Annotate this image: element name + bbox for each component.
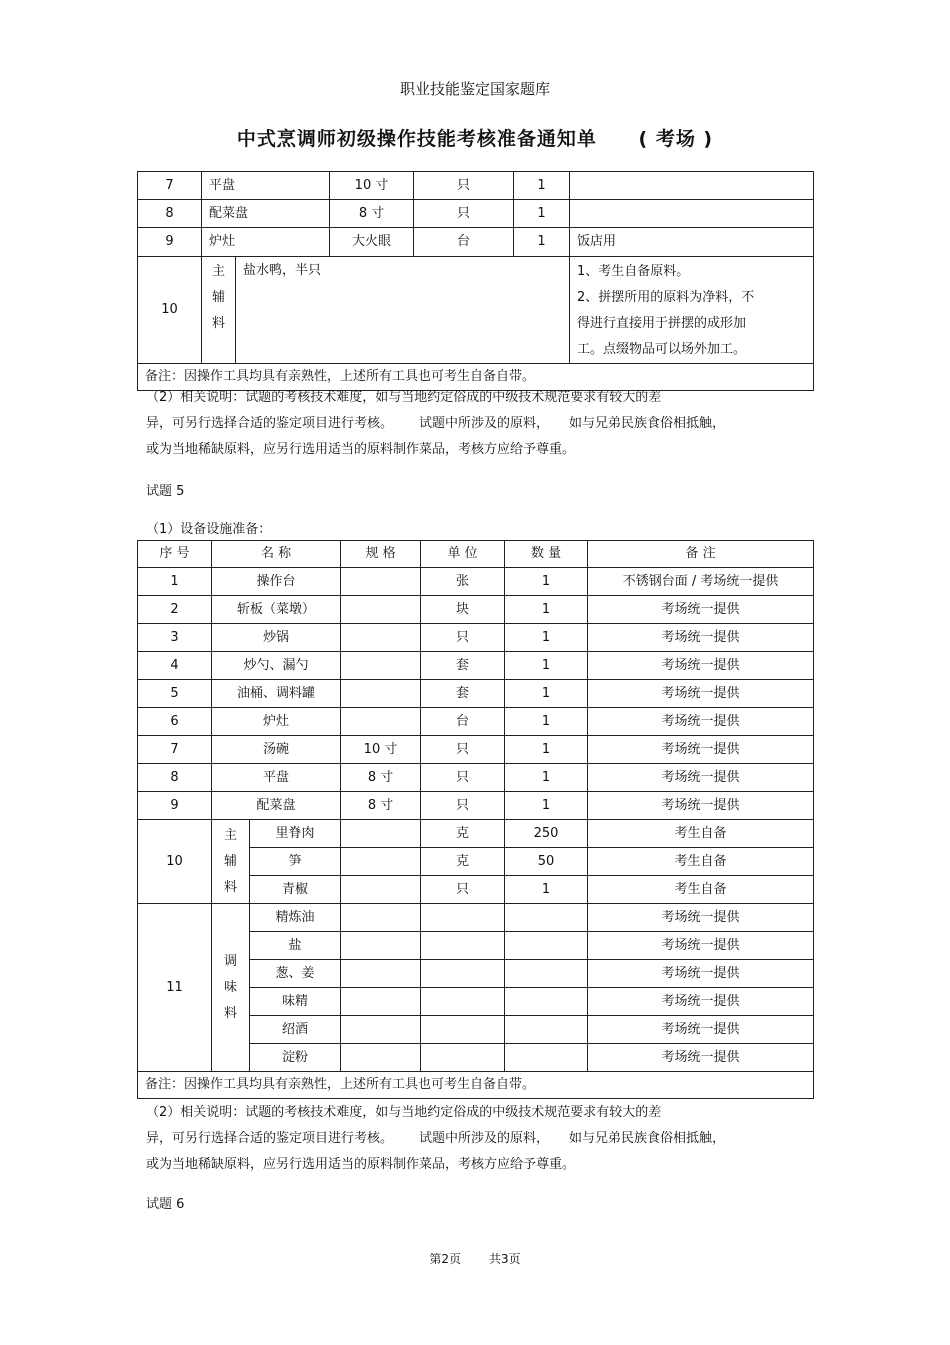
category-char: 辅	[223, 853, 237, 869]
cell-note: 考场统一提供	[588, 596, 814, 624]
notes-segment: 试题中所涉及的原料，	[419, 1131, 550, 1146]
category-char: 料	[211, 316, 225, 331]
cell-qty: 1	[514, 228, 570, 257]
notes-segment: 异，可另行选择合适的鉴定项目进行考核。	[146, 416, 394, 431]
cell-content: 盐水鸭，半只	[236, 257, 570, 364]
related-notes-1	[146, 385, 826, 463]
table-row	[138, 708, 814, 736]
cell-no: 2	[138, 596, 212, 624]
cell-note: 考场统一提供	[588, 764, 814, 792]
notes-segment: 异，可另行选择合适的鉴定项目进行考核。	[146, 1131, 394, 1146]
notes-line: （2）相关说明：试题的考核技术难度，如与当地约定俗成的中级技术规范要求有较大的差	[146, 390, 662, 405]
notes-line: 或为当地稀缺原料，应另行选用适当的原料制作菜品，考核方应给予尊重。	[146, 1157, 576, 1172]
cell-note	[570, 172, 814, 200]
cell-note: 考生自备	[588, 820, 814, 848]
cell-qty: 1	[505, 624, 588, 652]
cell-spec	[341, 624, 421, 652]
header-title: 职业技能鉴定国家题库	[399, 80, 550, 98]
table-row	[138, 764, 814, 792]
doc-title-main: 中式烹调师初级操作技能考核准备通知单	[236, 128, 597, 150]
cell-category	[212, 904, 250, 1072]
cell-qty: 1	[505, 876, 588, 904]
header-no: 序 号	[138, 541, 212, 568]
cell-unit: 只	[421, 876, 505, 904]
page-number: 第2页	[429, 1252, 461, 1266]
cell-note	[570, 200, 814, 228]
cell-note: 考场统一提供	[588, 960, 814, 988]
cell-name: 里脊肉	[250, 820, 341, 848]
cell-spec	[341, 876, 421, 904]
cell-name: 笋	[250, 848, 341, 876]
cell-name: 炉灶	[202, 228, 330, 257]
cell-unit: 只	[421, 764, 505, 792]
cell-name: 青椒	[250, 876, 341, 904]
cell-no: 9	[138, 792, 212, 820]
cell-qty: 1	[505, 736, 588, 764]
cell-qty: 250	[505, 820, 588, 848]
cell-unit: 套	[421, 652, 505, 680]
header-unit: 单 位	[421, 541, 505, 568]
table-row	[138, 680, 814, 708]
cell-spec	[341, 1044, 421, 1072]
cell-name: 淀粉	[250, 1044, 341, 1072]
cell-name: 配菜盘	[202, 200, 330, 228]
cell-category	[202, 257, 236, 364]
note-line: 1、考生自备原料。	[577, 264, 690, 279]
cell-unit	[421, 1016, 505, 1044]
cell-unit: 只	[414, 172, 514, 200]
notes-line: （2）相关说明：试题的考核技术难度，如与当地约定俗成的中级技术规范要求有较大的差	[146, 1105, 662, 1120]
cell-name: 炉灶	[212, 708, 341, 736]
cell-no: 7	[138, 172, 202, 200]
cell-unit: 只	[421, 792, 505, 820]
cell-unit: 只	[414, 200, 514, 228]
cell-spec	[341, 960, 421, 988]
notes-line	[146, 411, 826, 437]
cell-no: 9	[138, 228, 202, 257]
cell-notes	[570, 257, 814, 364]
cell-note: 考场统一提供	[588, 708, 814, 736]
cell-name: 斩板（菜墩）	[212, 596, 341, 624]
doc-title-suffix: ( 考场 )	[638, 128, 714, 150]
cell-spec	[341, 596, 421, 624]
header-spec: 规 格	[341, 541, 421, 568]
cell-note: 考场统一提供	[588, 680, 814, 708]
table-row	[138, 624, 814, 652]
related-notes-2	[146, 1100, 826, 1178]
note-line: 得进行直接用于拼摆的成形加	[577, 316, 747, 331]
cell-note: 考场统一提供	[588, 624, 814, 652]
header-name: 名 称	[212, 541, 341, 568]
page-total: 共3页	[489, 1252, 521, 1266]
cell-no: 10	[138, 257, 202, 364]
cell-no: 11	[138, 904, 212, 1072]
cell-qty: 1	[514, 172, 570, 200]
cell-note: 考场统一提供	[588, 1044, 814, 1072]
category-char: 料	[223, 879, 237, 895]
notes-line: 或为当地稀缺原料，应另行选用适当的原料制作菜品，考核方应给予尊重。	[146, 442, 576, 457]
cell-unit: 只	[421, 624, 505, 652]
section-title-6: 试题 6	[146, 1197, 185, 1212]
cell-unit	[421, 960, 505, 988]
cell-qty: 1	[505, 652, 588, 680]
notes-segment: 试题中所涉及的原料，	[419, 416, 550, 431]
cell-qty: 50	[505, 848, 588, 876]
doc-title	[0, 124, 950, 151]
note-line: 2、拼摆所用的原料为净料，不	[577, 290, 755, 305]
cell-spec	[341, 1016, 421, 1044]
table-row	[138, 904, 814, 932]
cell-unit: 套	[421, 680, 505, 708]
cell-note: 考场统一提供	[588, 736, 814, 764]
cell-qty	[505, 904, 588, 932]
cell-category	[212, 820, 250, 904]
notes-segment: 如与兄弟民族食俗相抵触，	[569, 1131, 726, 1146]
cell-qty	[505, 1044, 588, 1072]
cell-name: 配菜盘	[212, 792, 341, 820]
table-row	[138, 820, 814, 848]
cell-qty: 1	[505, 568, 588, 596]
table-row	[138, 228, 814, 257]
cell-qty: 1	[505, 596, 588, 624]
table-row	[138, 736, 814, 764]
cell-unit: 台	[414, 228, 514, 257]
equipment-table-continued	[137, 171, 814, 391]
category-char: 调	[223, 953, 237, 969]
cell-name: 精炼油	[250, 904, 341, 932]
cell-name: 炒勺、漏勺	[212, 652, 341, 680]
cell-note: 考场统一提供	[588, 988, 814, 1016]
cell-name: 盐	[250, 932, 341, 960]
table-row	[138, 200, 814, 228]
cell-no: 4	[138, 652, 212, 680]
cell-note: 饭店用	[570, 228, 814, 257]
table-row	[138, 568, 814, 596]
table-header	[138, 541, 814, 568]
cell-no: 5	[138, 680, 212, 708]
cell-no: 6	[138, 708, 212, 736]
equipment-table-5	[137, 540, 814, 1099]
cell-note: 考生自备	[588, 848, 814, 876]
cell-no: 1	[138, 568, 212, 596]
cell-unit: 克	[421, 848, 505, 876]
cell-unit: 台	[421, 708, 505, 736]
cell-unit	[421, 988, 505, 1016]
table-footnote-row	[138, 1072, 814, 1099]
section-subtitle-5: （1）设备设施准备：	[146, 522, 272, 537]
table-row-materials	[138, 257, 814, 364]
cell-note: 不锈钢台面 / 考场统一提供	[588, 568, 814, 596]
cell-spec	[341, 680, 421, 708]
table-footnote: 备注：因操作工具均具有亲熟性，上述所有工具也可考生自备自带。	[138, 1072, 814, 1099]
cell-unit	[421, 932, 505, 960]
cell-spec	[341, 988, 421, 1016]
cell-name: 汤碗	[212, 736, 341, 764]
cell-qty: 1	[505, 708, 588, 736]
cell-name: 油桶、调料罐	[212, 680, 341, 708]
category-char: 主	[223, 827, 237, 843]
cell-note: 考生自备	[588, 876, 814, 904]
cell-qty	[505, 1016, 588, 1044]
cell-no: 3	[138, 624, 212, 652]
cell-unit: 只	[421, 736, 505, 764]
cell-unit: 克	[421, 820, 505, 848]
table-row	[138, 652, 814, 680]
notes-line	[146, 1126, 826, 1152]
cell-name: 平盘	[202, 172, 330, 200]
section-title-5: 试题 5	[146, 484, 185, 499]
cell-spec: 大火眼	[330, 228, 414, 257]
cell-spec: 10 寸	[330, 172, 414, 200]
category-char: 味	[223, 979, 237, 995]
category-char: 主	[211, 264, 225, 279]
cell-spec: 8 寸	[341, 792, 421, 820]
cell-qty: 1	[514, 200, 570, 228]
cell-no: 7	[138, 736, 212, 764]
cell-spec	[341, 708, 421, 736]
note-line: 工。点缀物品可以场外加工。	[577, 342, 747, 357]
notes-segment: 如与兄弟民族食俗相抵触，	[569, 416, 726, 431]
cell-note: 考场统一提供	[588, 792, 814, 820]
cell-spec	[341, 568, 421, 596]
cell-name: 平盘	[212, 764, 341, 792]
cell-no: 8	[138, 200, 202, 228]
cell-name: 操作台	[212, 568, 341, 596]
cell-note: 考场统一提供	[588, 932, 814, 960]
cell-unit	[421, 1044, 505, 1072]
cell-name: 炒锅	[212, 624, 341, 652]
cell-note: 考场统一提供	[588, 1016, 814, 1044]
cell-spec: 10 寸	[341, 736, 421, 764]
cell-name: 绍酒	[250, 1016, 341, 1044]
table-row	[138, 596, 814, 624]
cell-unit	[421, 904, 505, 932]
cell-no: 10	[138, 820, 212, 904]
cell-name: 味精	[250, 988, 341, 1016]
page-footer	[0, 1250, 950, 1267]
cell-no: 8	[138, 764, 212, 792]
cell-spec	[341, 904, 421, 932]
cell-name: 葱、姜	[250, 960, 341, 988]
cell-spec	[341, 848, 421, 876]
cell-spec: 8 寸	[330, 200, 414, 228]
cell-note: 考场统一提供	[588, 652, 814, 680]
cell-unit: 块	[421, 596, 505, 624]
cell-spec	[341, 652, 421, 680]
cell-qty	[505, 988, 588, 1016]
cell-qty	[505, 932, 588, 960]
cell-qty: 1	[505, 792, 588, 820]
cell-unit: 张	[421, 568, 505, 596]
cell-qty	[505, 960, 588, 988]
cell-qty: 1	[505, 764, 588, 792]
cell-qty: 1	[505, 680, 588, 708]
cell-spec	[341, 932, 421, 960]
cell-note: 考场统一提供	[588, 904, 814, 932]
table-footnote: 备注：因操作工具均具有亲熟性，上述所有工具也可考生自备自带。	[138, 364, 814, 391]
category-char: 料	[223, 1005, 237, 1021]
header-qty: 数 量	[505, 541, 588, 568]
category-char: 辅	[211, 290, 225, 305]
cell-spec: 8 寸	[341, 764, 421, 792]
header-note: 备 注	[588, 541, 814, 568]
table-row	[138, 172, 814, 200]
table-row	[138, 792, 814, 820]
cell-spec	[341, 820, 421, 848]
